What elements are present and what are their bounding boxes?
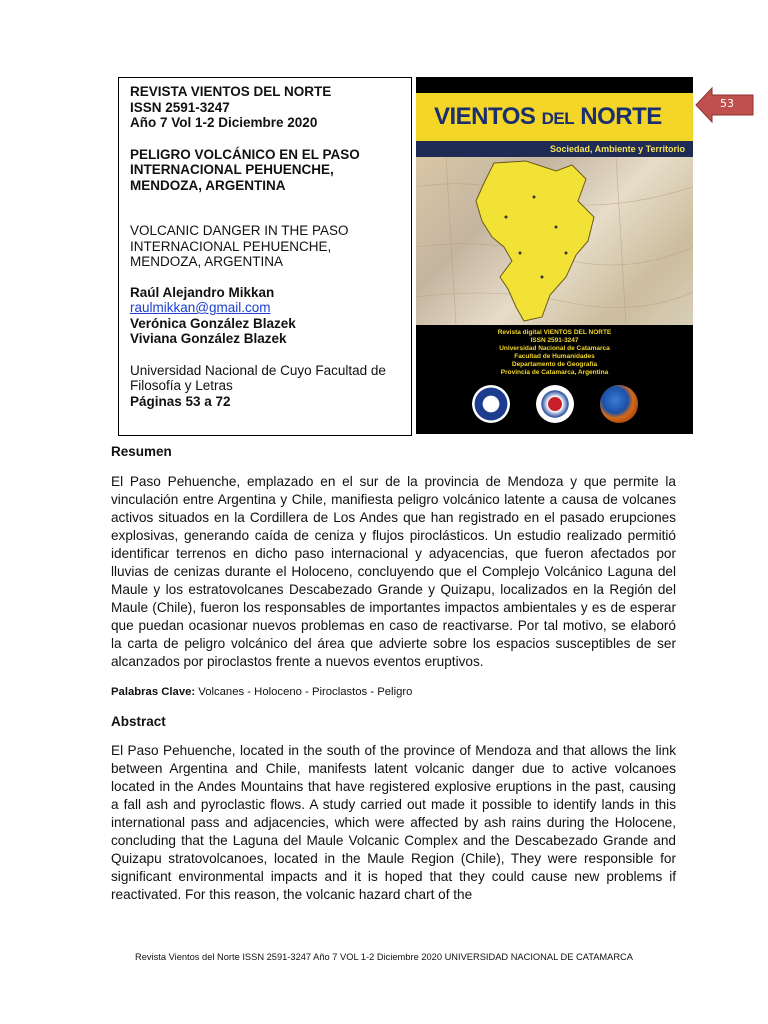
keywords-values: Volcanes - Holoceno - Piroclastos - Peligro	[195, 686, 413, 698]
cover-info-line-6: Provincia de Catamarca, Argentina	[500, 369, 609, 376]
cover-tagline: Sociedad, Ambiente y Territorio	[416, 141, 693, 157]
cover-info-line-5: Departamento de Geografía	[511, 361, 598, 368]
page-footer: Revista Vientos del Norte ISSN 2591-3247 Año 7 VOL 1-2 Diciembre 2020 UNIVERSIDAD NACIONAL DE CATAMARCA	[135, 952, 633, 962]
faculty-seal-logo	[536, 385, 574, 423]
catamarca-province-shape	[476, 161, 594, 321]
keywords-label: Palabras Clave:	[111, 686, 196, 698]
author-2: Verónica González Blazek	[130, 315, 296, 331]
author-1: Raúl Alejandro Mikkan	[130, 284, 275, 300]
affiliation-line-2: Filosofía y Letras	[130, 378, 233, 393]
cover-info-line-4: Facultad de Humanidades	[514, 353, 595, 360]
cover-info-line-2: ISSN 2591-3247	[530, 337, 579, 344]
cover-title-word-3: NORTE	[580, 103, 662, 130]
cover-info-block	[416, 325, 693, 377]
author-3: Viviana González Blazek	[130, 331, 287, 346]
province-map-illustration	[416, 157, 693, 325]
keywords-line	[111, 686, 412, 698]
geography-globe-logo	[600, 385, 638, 423]
title-en-line-3: MENDOZA, ARGENTINA	[130, 254, 284, 269]
title-es-line-2: INTERNACIONAL PEHUENCHE,	[130, 162, 334, 177]
cover-info-line-3: Universidad Nacional de Catamarca	[499, 345, 610, 352]
author-email-link[interactable]: raulmikkan@gmail.com	[130, 300, 271, 315]
university-seal-logo	[472, 385, 510, 423]
issn: ISSN 2591-3247	[130, 99, 230, 115]
issue-info: Año 7 Vol 1-2 Diciembre 2020	[130, 115, 318, 130]
title-es-line-3: MENDOZA, ARGENTINA	[130, 177, 286, 193]
page-range: Páginas 53 a 72	[130, 393, 231, 409]
cover-title	[434, 103, 662, 131]
title-es-line-1: PELIGRO VOLCÁNICO EN EL PASO	[130, 146, 360, 162]
title-en-line-1: VOLCANIC DANGER IN THE PASO	[130, 223, 349, 238]
abstract-paragraph: El Paso Pehuenche, located in the south of the province of Mendoza and that allows the link between Argentina and Chile, manifests latent volcanic danger due to active volcanoes located in the Andes Mountains that have registered explosive eruptions in the past, causing a fall ash and pyroclastic flows. A study carried out made it possible to identify lands in this international pass and adjacencies, which were affected by ash rains during the Holocene, concluding that the Laguna del Maule Volcanic Complex and the Descabezado Grande and Quizapu stratovolcanoes, located in the Maule Region (Chile), They were responsible for significant environmental impacts and it is hoped that they could cause new problems if reactivated. For this reason, the volcanic hazard chart of the	[111, 743, 676, 902]
journal-cover-image	[416, 77, 693, 434]
page-number: 53	[720, 97, 734, 110]
cover-title-word-2: DEL	[541, 109, 575, 128]
article-info-box	[118, 77, 412, 436]
resumen-heading: Resumen	[111, 444, 172, 459]
cover-title-word-1: VIENTOS	[434, 103, 536, 130]
journal-name: REVISTA VIENTOS DEL NORTE	[130, 84, 332, 99]
abstract-heading: Abstract	[111, 714, 166, 729]
cover-info-line-1: Revista digital VIENTOS DEL NORTE	[497, 329, 612, 336]
affiliation-line-1: Universidad Nacional de Cuyo Facultad de	[130, 362, 386, 378]
resumen-paragraph: El Paso Pehuenche, emplazado en el sur de la provincia de Mendoza y que permite la vinculación entre Argentina y Chile, manifiesta peligro volcánico latente a causa de volcanes activos situados en la Cordillera de Los Andes que han registrado en el pasado erupciones explosivas, generando caída de ceniza y flujos piroclásticos. Un estudio realizado permitió identificar terrenos en dicho paso internacional y adyacencias, que fueron afectados por lluvias de cenizas durante el Holoceno, concluyendo que el Complejo Volcánico Laguna del Maule y los estratovolcanes Descabezado Grande y Quizapu, localizados en la Región del Maule (Chile), fueron los responsables de importantes impactos ambientales y es de esperar que puedan ocasionar nuevos problemas en caso de reactivarse. Por tal motivo, se elaboró la carta de peligro volcánico del área que advierte sobre los espacios susceptibles de ser alcanzados por piroclastos frente a nuevos eventos eruptivos.	[111, 474, 676, 669]
title-en-line-2: INTERNACIONAL PEHUENCHE,	[130, 238, 332, 254]
